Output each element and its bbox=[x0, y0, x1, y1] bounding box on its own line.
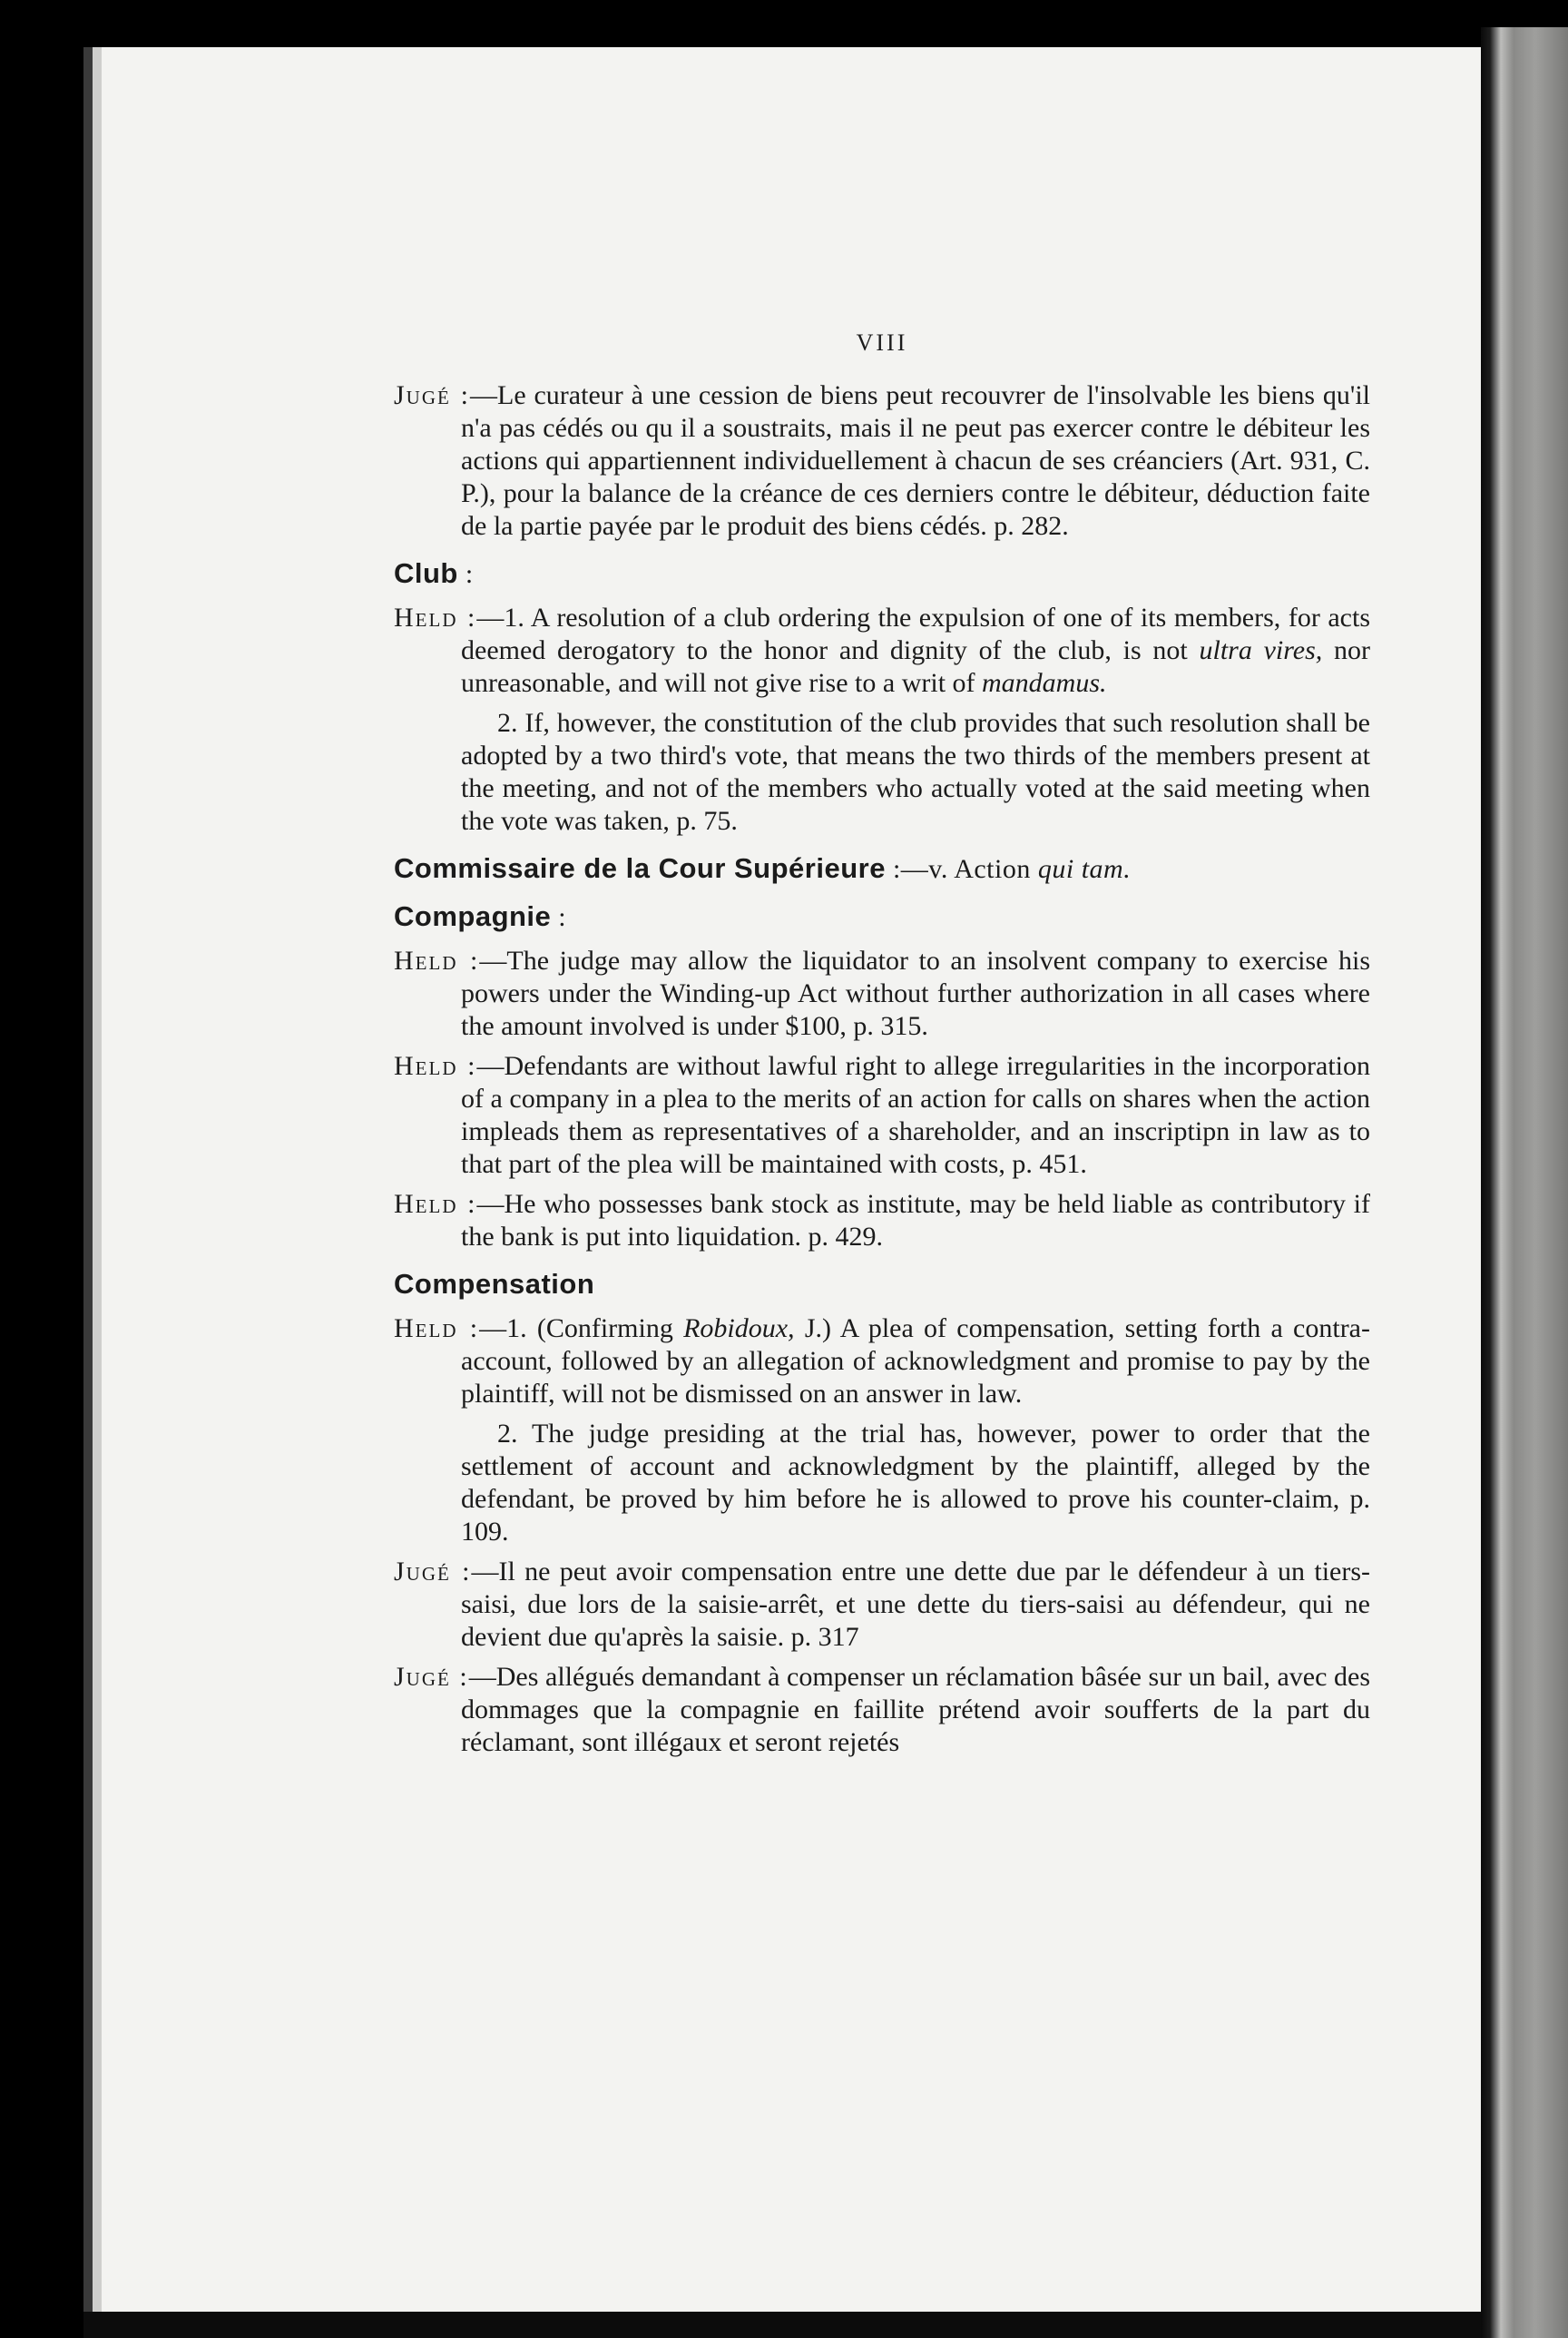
ruling-entry bbox=[394, 1188, 1370, 1253]
ruling-lead: Held : bbox=[394, 1189, 477, 1219]
ruling-text: —1. A resolution of a club ordering the expulsion of one of its members, for acts deemed derogatory to the honor and dignity of the club, is not bbox=[461, 603, 1370, 665]
heading-rest: : bbox=[551, 902, 567, 932]
ruling-lead: Jugé : bbox=[394, 1662, 469, 1692]
ruling-entry bbox=[394, 1556, 1370, 1654]
ruling-text: —Le curateur à une cession de biens peut recouvrer de l'insolvable les biens qu'il n'a pas cédés ou qu il a soustraits, mais il ne peut pas exercer contre le débiteur les actions qui appartiennent individuellement à chacun de ses créanciers (Art. 931, C. P.), pour la balance de la créance de ces derniers contre le débiteur, déduction faite de la partie payée par le produit des biens cédés. p. 282. bbox=[461, 380, 1371, 541]
ruling-italic: ultra vires, bbox=[1199, 635, 1323, 665]
ruling-entry bbox=[394, 379, 1370, 543]
ruling-text: —Il ne peut avoir compensation entre une dette due par le défendeur à un tiers-saisi, due lors de la saisie-arrêt, et une dette du tiers-saisi au défendeur, qui ne devient due qu'après la saisie. p. 317 bbox=[461, 1557, 1370, 1652]
ruling-text: —1. (Confirming bbox=[479, 1313, 684, 1343]
ruling-lead: Held : bbox=[394, 603, 477, 633]
ruling-continuation bbox=[394, 707, 1370, 838]
ruling-lead: Held : bbox=[394, 1313, 480, 1343]
index-heading bbox=[394, 557, 1370, 591]
heading-title: Compagnie bbox=[394, 900, 552, 932]
ruling-lead: Held : bbox=[394, 946, 480, 976]
ruling-continuation bbox=[394, 1418, 1370, 1548]
ruling-text: —The judge may allow the liquidator to an insolvent company to exercise his powers under the Winding-up Act without further authorization in all cases where the amount involved is under $100, p. 315. bbox=[461, 946, 1370, 1041]
ruling-entry bbox=[394, 602, 1370, 700]
heading-rest: :—v. Action bbox=[885, 854, 1038, 884]
heading-title: Compensation bbox=[394, 1268, 595, 1300]
ruling-lead: Held : bbox=[394, 1051, 477, 1081]
heading-title: Commissaire de la Cour Supérieure bbox=[394, 852, 886, 884]
ruling-entry bbox=[394, 945, 1370, 1043]
ruling-text: nor unreasonable, and will not give rise to a writ of bbox=[461, 635, 1370, 698]
scan-border bbox=[83, 2312, 1481, 2338]
index-heading bbox=[394, 900, 1370, 934]
ruling-lead: Jugé : bbox=[394, 1557, 472, 1586]
book-edge bbox=[1481, 27, 1568, 2338]
ruling-text: —He who possesses bank stock as institute, may be held liable as contributory if the bank is put into liquidation. p. 429. bbox=[461, 1189, 1370, 1252]
ruling-text: 2. The judge presiding at the trial has, however, power to order that the settlement of account and acknowledgment by the plaintiff, alleged by the defendant, be proved by him before he is allowed to prove his counter-claim, p. 109. bbox=[461, 1419, 1370, 1547]
page-number: VIII bbox=[856, 329, 908, 356]
heading-rest-italic: qui tam. bbox=[1037, 854, 1132, 884]
heading-title: Club bbox=[394, 557, 458, 589]
heading-rest: : bbox=[457, 559, 474, 589]
index-heading bbox=[394, 852, 1370, 886]
ruling-text: 2. If, however, the constitution of the club provides that such resolution shall be adopted by a two third's vote, that means the two thirds of the members present at the meeting, and not of the members who actually voted at the said meeting when the vote was taken, p. 75. bbox=[461, 708, 1370, 836]
page-content bbox=[394, 327, 1370, 1766]
ruling-entry bbox=[394, 1050, 1370, 1181]
ruling-lead: Jugé : bbox=[394, 380, 471, 410]
ruling-text: J.) A plea of compensation, setting forth a contra-account, followed by an allegation of acknowledgment and promise to pay by the plaintiff, will not be dismissed on an answer in law. bbox=[461, 1313, 1370, 1409]
ruling-italic: Robidoux, bbox=[683, 1313, 795, 1343]
ruling-entry bbox=[394, 1312, 1370, 1410]
index-heading bbox=[394, 1268, 1370, 1302]
ruling-italic: mandamus. bbox=[982, 668, 1107, 698]
ruling-entry bbox=[394, 1661, 1370, 1759]
ruling-text: —Des allégués demandant à compenser un réclamation bâsée sur un bail, avec des dommages que la compagnie en faillite prétend avoir soufferts de la part du réclamant, sont illégaux et seront rejetés bbox=[461, 1662, 1371, 1757]
ruling-text: —Defendants are without lawful right to allege irregularities in the incorporation of a company in a plea to the merits of an action for calls on shares when the action impleads them as representatives of a shareholder, and an inscriptipn in law as to that part of the plea will be maintained with costs, p. 451. bbox=[461, 1051, 1370, 1179]
